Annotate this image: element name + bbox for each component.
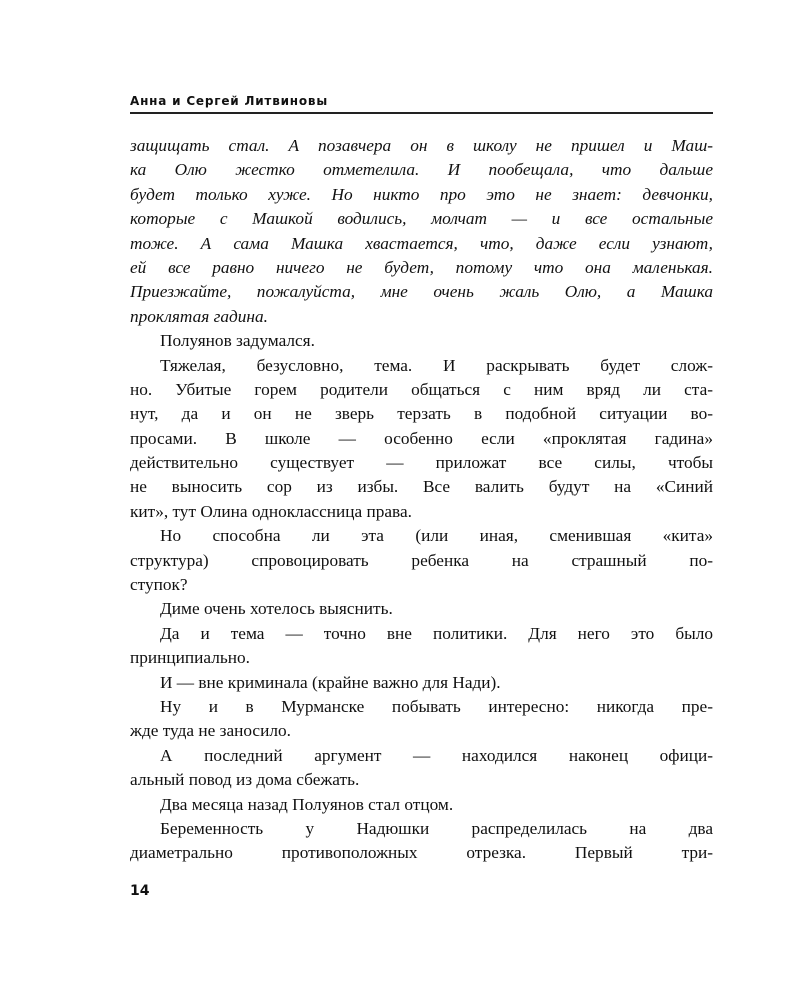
text-line: Ну и в Мурманске побывать интересно: никогда пре- bbox=[160, 696, 713, 716]
text-line: защищать стал. А позавчера он в школу не пришел и Маш- bbox=[130, 136, 713, 155]
text-line: будет только хуже. Но никто про это не знает: девчонки, bbox=[130, 184, 713, 204]
text-line: Полуянов задумался. bbox=[160, 331, 315, 351]
text-line: диаметрально противоположных отрезка. Первый три- bbox=[130, 843, 713, 863]
text-line: просами. В школе — особенно если «проклятая гадина» bbox=[130, 428, 713, 448]
text-line: Диме очень хотелось выяснить. bbox=[160, 599, 393, 619]
text-line: принципиально. bbox=[130, 648, 250, 668]
text-line: но. Убитые горем родители общаться с ним вряд ли ста- bbox=[130, 379, 713, 399]
page-number: 14 bbox=[130, 883, 150, 899]
text-line: тоже. А сама Машка хвастается, что, даже если узнают, bbox=[130, 233, 713, 253]
text-line: И — вне криминала (крайне важно для Нади). bbox=[160, 672, 501, 692]
text-line: структура) спровоцировать ребенка на страшный по- bbox=[130, 550, 713, 570]
page-body bbox=[130, 134, 713, 866]
text-line: ка Олю жестко отметелила. И пообещала, что дальше bbox=[130, 160, 713, 180]
text-line: ступок? bbox=[130, 575, 188, 595]
text-line: А последний аргумент — находился наконец офици- bbox=[160, 745, 713, 765]
text-line: Два месяца назад Полуянов стал отцом. bbox=[160, 794, 454, 814]
text-line: альный повод из дома сбежать. bbox=[130, 770, 360, 790]
text-line: Беременность у Надюшки распределилась на два bbox=[160, 818, 713, 838]
running-header-title: Анна и Сергей Литвиновы bbox=[130, 94, 328, 108]
text-line: Да и тема — точно вне политики. Для него это было bbox=[160, 623, 713, 643]
text-line: проклятая гадина. bbox=[130, 306, 268, 326]
text-line: Тяжелая, безусловно, тема. И раскрывать будет слож- bbox=[160, 355, 713, 375]
running-header bbox=[130, 94, 713, 114]
text-line: не выносить сор из избы. Все валить будут на «Синий bbox=[130, 477, 713, 497]
text-line: кит», тут Олина одноклассница права. bbox=[130, 501, 412, 521]
text-line: ей все равно ничего не будет, потому что она маленькая. bbox=[130, 257, 713, 277]
text-line: нут, да и он не зверь терзать в подобной ситуации во- bbox=[130, 404, 713, 424]
text-line: которые с Машкой водились, молчат — и все остальные bbox=[130, 209, 713, 229]
text-line: Но способна ли эта (или иная, сменившая «кита» bbox=[160, 526, 713, 546]
text-line: Приезжайте, пожалуйста, мне очень жаль Олю, а Машка bbox=[130, 282, 713, 302]
text-line: жде туда не заносило. bbox=[130, 721, 291, 741]
text-line: действительно существует — приложат все силы, чтобы bbox=[130, 453, 713, 473]
